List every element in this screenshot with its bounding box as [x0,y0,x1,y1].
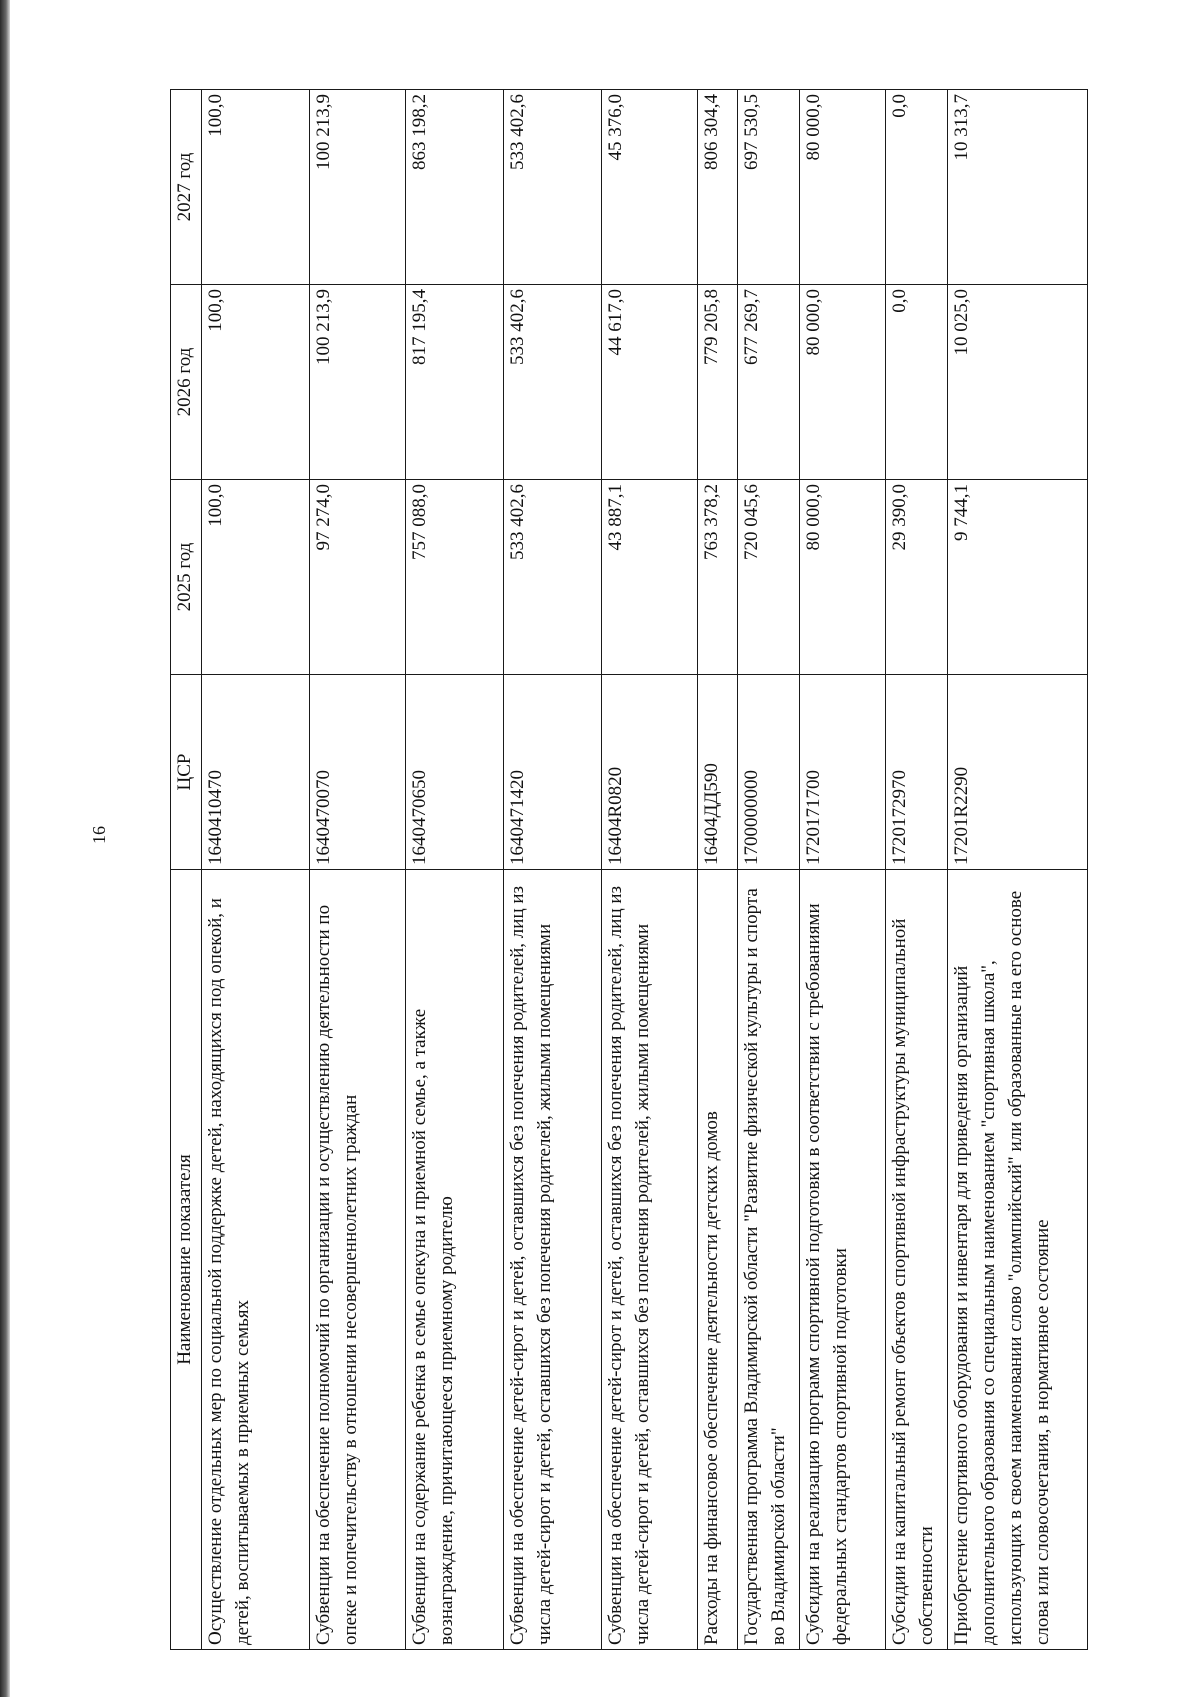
budget-table-container [170,90,1110,1650]
header-csr-code: ЦСР [171,675,202,870]
table-row [504,90,602,1650]
table-row [310,90,406,1650]
table-row [602,90,698,1650]
row-value-2027: 697 530,5 [738,90,800,285]
row-value-2027: 863 198,2 [406,90,504,285]
row-csr-code: 16404R0820 [602,675,698,870]
page-number: 16 [89,826,109,844]
table-header-row [171,90,202,1650]
row-value-2025: 29 390,0 [886,480,948,675]
row-value-2027: 80 000,0 [800,90,886,285]
row-indicator-name: Субвенции на содержание ребенка в семье опекуна и приемной семье, а также вознаграждение, причитающееся приемному родителю [406,870,504,1650]
row-value-2027: 0,0 [886,90,948,285]
header-indicator-name: Наименование показателя [171,870,202,1650]
row-value-2026: 100,0 [202,285,310,480]
table-row [202,90,310,1650]
row-csr-code: 16404ДД590 [698,675,738,870]
row-indicator-name: Субвенции на обеспечение детей-сирот и детей, оставшихся без попечения родителей, лиц из числа детей-сирот и детей, оставшихся без попечения родителей, жилыми помещениями [504,870,602,1650]
table-row [698,90,738,1650]
header-year-2025: 2025 год [171,480,202,675]
row-indicator-name: Субвенции на обеспечение детей-сирот и детей, оставшихся без попечения родителей, лиц из числа детей-сирот и детей, оставшихся без попечения родителей, жилыми помещениями [602,870,698,1650]
row-value-2027: 45 376,0 [602,90,698,285]
row-csr-code: 17201R2290 [948,675,1088,870]
row-value-2026: 10 025,0 [948,285,1088,480]
row-value-2027: 100 213,9 [310,90,406,285]
row-value-2027: 10 313,7 [948,90,1088,285]
row-value-2026: 100 213,9 [310,285,406,480]
row-csr-code: 1720172970 [886,675,948,870]
row-value-2026: 44 617,0 [602,285,698,480]
row-value-2025: 533 402,6 [504,480,602,675]
row-csr-code: 1640470650 [406,675,504,870]
row-value-2025: 757 088,0 [406,480,504,675]
row-indicator-name: Государственная программа Владимирской области "Развитие физической культуры и спорта во Владимирской области" [738,870,800,1650]
row-csr-code: 1640470070 [310,675,406,870]
row-value-2027: 100,0 [202,90,310,285]
row-csr-code: 1720171700 [800,675,886,870]
row-value-2026: 779 205,8 [698,285,738,480]
row-indicator-name: Субсидии на реализацию программ спортивной подготовки в соответствии с требованиями федеральных стандартов спортивной подготовки [800,870,886,1650]
row-value-2027: 806 304,4 [698,90,738,285]
table-row [738,90,800,1650]
row-indicator-name: Субсидии на капитальный ремонт объектов спортивной инфраструктуры муниципальной собственности [886,870,948,1650]
row-value-2025: 720 045,6 [738,480,800,675]
row-csr-code: 1640410470 [202,675,310,870]
table-row [800,90,886,1650]
header-year-2026: 2026 год [171,285,202,480]
row-value-2025: 763 378,2 [698,480,738,675]
row-value-2025: 9 744,1 [948,480,1088,675]
row-csr-code: 1640471420 [504,675,602,870]
budget-table [170,89,1088,1650]
row-indicator-name: Осуществление отдельных мер по социальной поддержке детей, находящихся под опекой, и детей, воспитываемых в приемных семьях [202,870,310,1650]
row-value-2025: 97 274,0 [310,480,406,675]
table-row [406,90,504,1650]
table-row [886,90,948,1650]
header-year-2027: 2027 год [171,90,202,285]
row-value-2025: 100,0 [202,480,310,675]
row-indicator-name: Субвенции на обеспечение полномочий по организации и осуществлению деятельности по опеке и попечительству в отношении несовершеннолетних граждан [310,870,406,1650]
row-indicator-name: Приобретение спортивного оборудования и инвентаря для приведения организаций дополнительного образования со специальным наименованием "спортивная школа", использующих в своем наименовании слово "олимпийский" или образованные на его основе слова или словосочетания, в нормативное состояние [948,870,1088,1650]
row-value-2026: 533 402,6 [504,285,602,480]
row-value-2026: 677 269,7 [738,285,800,480]
table-row [948,90,1088,1650]
row-value-2026: 80 000,0 [800,285,886,480]
row-indicator-name: Расходы на финансовое обеспечение деятельности детских домов [698,870,738,1650]
row-value-2026: 0,0 [886,285,948,480]
row-value-2025: 80 000,0 [800,480,886,675]
row-value-2027: 533 402,6 [504,90,602,285]
row-value-2025: 43 887,1 [602,480,698,675]
row-value-2026: 817 195,4 [406,285,504,480]
scan-edge-shadow [0,0,10,1697]
row-csr-code: 1700000000 [738,675,800,870]
